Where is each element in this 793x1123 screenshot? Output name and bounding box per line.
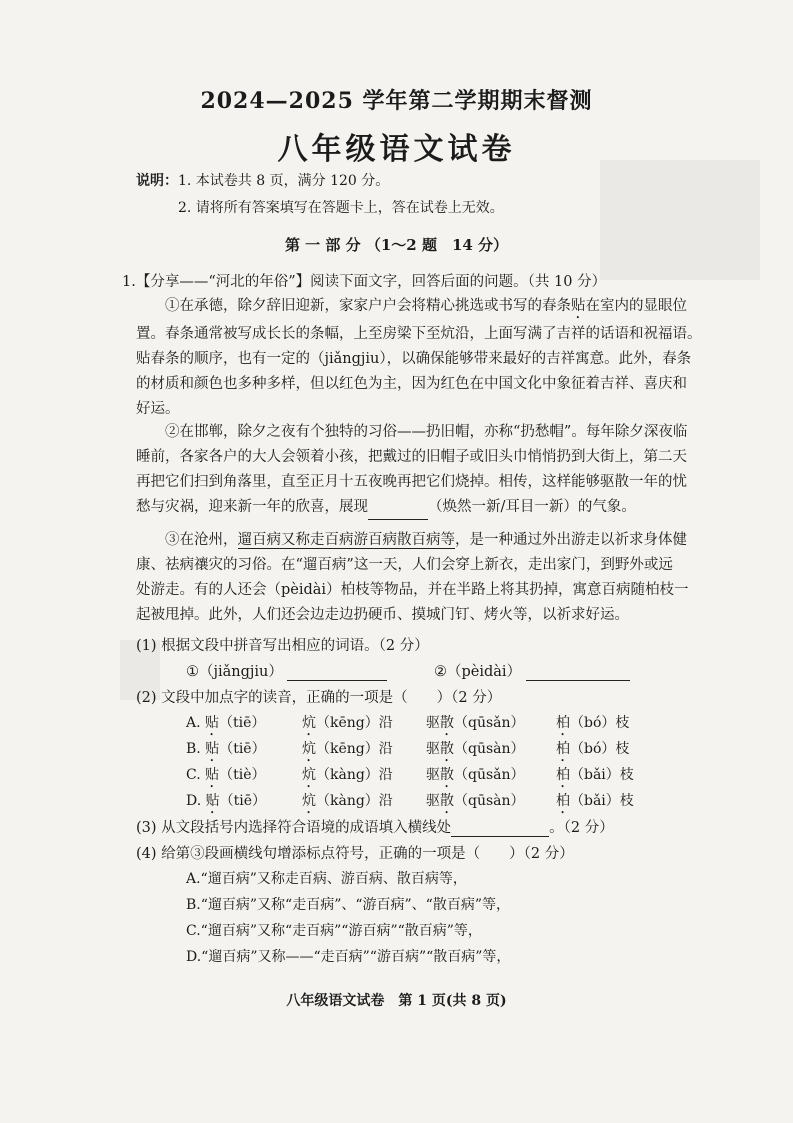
option-text: 驱: [426, 767, 440, 783]
option-text: （qūsǎn）: [454, 767, 525, 783]
option-text: （tiè）: [219, 767, 266, 783]
sub4-option-d: D.“遛百病”又称——“走百病”“游百病”“散百病”等，: [186, 949, 511, 965]
sub2-option-cell: [186, 738, 266, 765]
emphasis-char: 柏: [556, 767, 570, 783]
sub4-option-c: C.“遛百病”又称“走百病”“游百病”“散百病”等，: [186, 923, 482, 939]
option-text: （tiē）: [219, 715, 266, 731]
sub2-option-cell: [302, 738, 393, 765]
instruction-item: 1. 本试卷共 8 页，满分 120 分。: [178, 173, 390, 189]
option-text: D.: [186, 793, 206, 809]
sub2-option-cell: [186, 790, 266, 817]
emphasis-char: 柏: [556, 741, 570, 757]
emphasis-char: 炕: [302, 715, 316, 731]
sub4-option-a: A.“遛百病”又称走百病、游百病、散百病等，: [186, 871, 467, 887]
emphasis-char: 柏: [556, 793, 570, 809]
sub1-prompt: (1) 根据文段中拼音写出相应的词语。（2 分）: [136, 638, 429, 654]
option-text: C.: [186, 767, 206, 783]
emphasis-char: 炕: [302, 767, 316, 783]
line-text: ，是一种通过外出游走以祈求身体健: [455, 532, 687, 548]
option-text: （tiē）: [219, 741, 266, 757]
emphasis-char: 柏: [556, 715, 570, 731]
paragraph-line: 康、祛病禳灾的习俗。在“遛百病”这一天，人们会穿上新衣，走出家门，到野外或远: [136, 557, 673, 573]
option-text: （kēng）沿: [316, 741, 393, 757]
paragraph-line: 睡前，各家各户的大人会领着小孩，把戴过的旧帽子或旧头巾悄悄扔到大街上，第二天: [136, 449, 687, 465]
emphasis-char: 散: [440, 767, 454, 783]
option-text: （kàng）沿: [316, 767, 393, 783]
sub1-item2: [434, 660, 630, 681]
option-text: （qūsàn）: [454, 741, 525, 757]
scan-shadow: [600, 160, 760, 280]
answer-blank: [526, 664, 630, 681]
option-text: 驱: [426, 715, 440, 731]
exam-title-line1: 2024—2025 学年第二学期期末督测: [200, 88, 593, 114]
emphasis-char: 散: [440, 715, 454, 731]
idiom-blank: [368, 519, 428, 520]
paragraph-2: [136, 420, 744, 520]
sub2-option-cell: [426, 764, 525, 791]
sub2-option-cell: [426, 712, 525, 739]
sub4-option-b: B.“遛百病”又称“走百病”、“游百病”、“散百病”等，: [186, 897, 510, 913]
page-footer: 八年级语文试卷 第 1 页(共 8 页): [286, 993, 507, 1009]
option-text: （bǎi）枝: [570, 793, 634, 809]
paragraph-line: 再把它们扫到角落里，直至正月十五夜晚再把它们烧掉。相传，这样能够驱散一年的忧: [136, 474, 687, 490]
sub4-prompt: (4) 给第③段画横线句增添标点符号，正确的一项是（ ）（2 分）: [136, 846, 574, 862]
option-text: （bó）枝: [570, 741, 630, 757]
sub3-suffix: 。（2 分）: [549, 820, 614, 836]
option-text: （bǎi）枝: [570, 767, 634, 783]
sub2-option-cell: [186, 712, 265, 739]
sub2-option-cell: [556, 790, 634, 817]
option-text: （tiē）: [219, 793, 267, 809]
sub1-item2-label: ②（pèidài）: [434, 664, 522, 680]
answer-blank: [287, 664, 387, 681]
paragraph-3: [136, 528, 744, 628]
emphasis-char: 贴: [205, 715, 220, 731]
answer-blank: [451, 820, 549, 837]
paragraph-line: 贴春条的顺序，也有一定的（jiǎngjiu），以确保能够带来最好的吉祥寓意。此外，春条: [136, 351, 692, 367]
emphasis-char: 贴: [571, 298, 586, 314]
emphasis-char: 贴: [205, 741, 220, 757]
paragraph-line: [136, 420, 744, 445]
option-text: A.: [186, 715, 206, 731]
option-text: （bó）枝: [570, 715, 630, 731]
paragraph-line: 处游走。有的人还会（pèidài）柏枝等物品，并在半路上将其扔掉，寓意百病随柏枝一: [136, 582, 689, 598]
sub2-option-cell: [302, 764, 393, 791]
sub1-item1-label: ①（jiǎngjiu）: [186, 664, 283, 680]
instruction-item: 2. 请将所有答案填写在答题卡上，答在试卷上无效。: [178, 200, 504, 216]
line-text: ②在邯郸，除夕之夜有个独特的习俗——扔旧帽，亦称“扔愁帽”。每年除夕深夜临: [165, 424, 688, 440]
paragraph-line: 好运。: [136, 401, 180, 417]
paragraph-line: [136, 495, 744, 520]
paragraph-line: [136, 528, 744, 553]
option-text: （qūsǎn）: [454, 715, 525, 731]
section-title: 第 一 部 分 （1～2 题 14 分）: [284, 236, 509, 254]
line-text: 愁与灾祸，迎来新一年的欣喜，展现: [136, 499, 368, 515]
sub3-prompt: [136, 816, 614, 837]
emphasis-char: 炕: [302, 741, 316, 757]
sub2-option-cell: [556, 712, 629, 739]
sub2-option-cell: [556, 738, 629, 765]
option-text: 驱: [426, 741, 440, 757]
paragraph-line: [136, 294, 744, 322]
option-text: （qūsàn）: [454, 793, 525, 809]
sub2-option-cell: [302, 790, 393, 817]
emphasis-char: 散: [440, 741, 454, 757]
paragraph-line: 起被甩掉。此外，人们还会边走边扔硬币、摸城门钉、烤火等，以祈求好运。: [136, 607, 629, 623]
option-text: B.: [186, 741, 206, 757]
line-text: ①在承德，除夕辞旧迎新，家家户户会将精心挑选或书写的春条贴在室内的显眼位: [165, 298, 687, 314]
instructions-label: 说明：: [136, 173, 178, 189]
sub2-option-cell: [426, 738, 525, 765]
sub2-option-cell: [556, 764, 634, 791]
question1-prompt: 1.【分享——“河北的年俗”】阅读下面文字，回答后面的问题。（共 10 分）: [122, 274, 607, 290]
emphasis-char: 贴: [205, 793, 220, 809]
exam-title-line2: 八年级语文试卷: [277, 132, 516, 167]
line-text: ③在沧州，: [165, 532, 238, 548]
option-text: （kàng）沿: [316, 793, 393, 809]
paragraph-line: 置。春条通常被写成长长的条幅，上至房梁下至炕沿，上面写满了吉祥的话语和祝福语。: [136, 326, 702, 342]
sub1-item1: [186, 660, 387, 681]
sub2-option-cell: [302, 712, 393, 739]
instructions-line1: [136, 170, 389, 190]
emphasis-char: 散: [440, 793, 454, 809]
paragraph-1: [136, 294, 744, 422]
paragraph-line: 的材质和颜色也多种多样，但以红色为主，因为红色在中国文化中象征着吉祥、喜庆和: [136, 376, 687, 392]
option-text: （kēng）沿: [316, 715, 393, 731]
emphasis-char: 炕: [302, 793, 316, 809]
option-text: 驱: [426, 793, 440, 809]
sub2-prompt: (2) 文段中加点字的读音，正确的一项是（ ）（2 分）: [136, 690, 502, 706]
sub2-option-cell: [426, 790, 525, 817]
underlined-sentence: 遛百病又称走百病游百病散百病等: [237, 532, 455, 548]
line-text: （焕然一新/耳目一新）的气象。: [428, 499, 636, 515]
sub2-option-cell: [186, 764, 266, 791]
emphasis-char: 贴: [205, 767, 220, 783]
sub3-text: (3) 从文段括号内选择符合语境的成语填入横线处: [136, 820, 452, 836]
